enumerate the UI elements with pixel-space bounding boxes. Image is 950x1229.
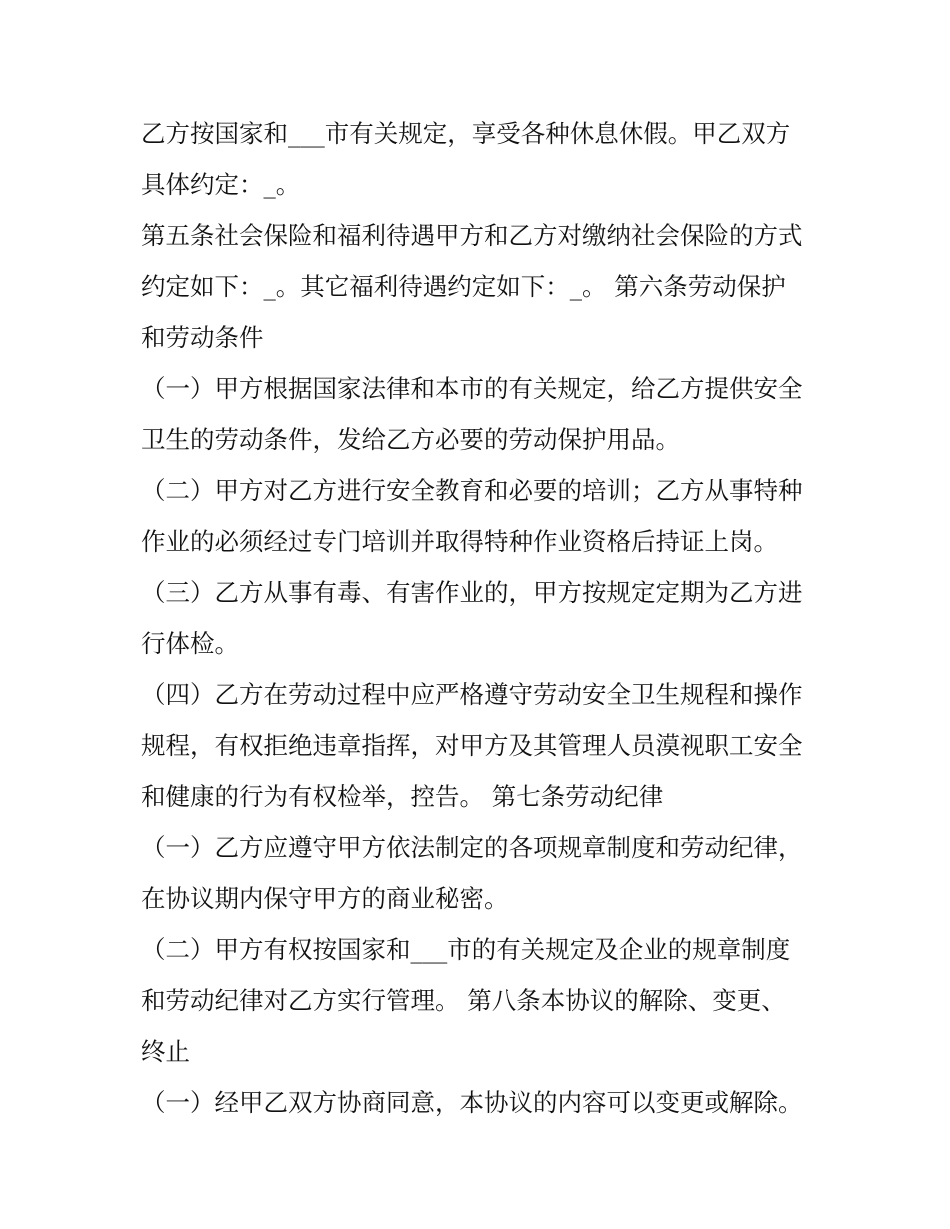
text-line: 第五条社会保险和福利待遇甲方和乙方对缴纳社会保险的方式: [141, 221, 803, 250]
text-line: 卫生的劳动条件，发给乙方必要的劳动保护用品。: [141, 425, 680, 454]
text-line: 作业的必须经过专门培训并取得特种作业资格后持证上岗。: [141, 527, 778, 556]
text-line: 在协议期内保守甲方的商业秘密。: [141, 884, 509, 913]
text-line: （四）乙方在劳动过程中应严格遵守劳动安全卫生规程和操作: [141, 680, 803, 709]
text-line: 乙方按国家和___市有关规定，享受各种休息休假。甲乙双方: [141, 119, 791, 148]
text-line: 终止: [141, 1037, 190, 1066]
text-line: （二）甲方对乙方进行安全教育和必要的培训；乙方从事特种: [141, 476, 803, 505]
text-line: 规程，有权拒绝违章指挥，对甲方及其管理人员漠视职工安全: [141, 731, 803, 760]
text-line: （三）乙方从事有毒、有害作业的，甲方按规定定期为乙方进: [141, 578, 803, 607]
text-line: 和劳动纪律对乙方实行管理。 第八条本协议的解除、变更、: [141, 986, 786, 1015]
text-line: 和健康的行为有权检举，控告。 第七条劳动纪律: [141, 782, 664, 811]
text-line: 约定如下：_。其它福利待遇约定如下：_。 第六条劳动保护: [141, 272, 786, 301]
text-line: 和劳动条件: [141, 323, 264, 352]
text-line: （二）甲方有权按国家和___市的有关规定及企业的规章制度: [141, 935, 791, 964]
text-line: 行体检。: [141, 629, 239, 658]
text-line: （一）甲方根据国家法律和本市的有关规定，给乙方提供安全: [141, 374, 803, 403]
text-line: 具体约定：_。: [141, 170, 301, 199]
text-line: （一）经甲乙双方协商同意，本协议的内容可以变更或解除。: [141, 1088, 803, 1117]
contract-text: [141, 108, 821, 1128]
text-line: （一）乙方应遵守甲方依法制定的各项规章制度和劳动纪律，: [141, 833, 803, 862]
